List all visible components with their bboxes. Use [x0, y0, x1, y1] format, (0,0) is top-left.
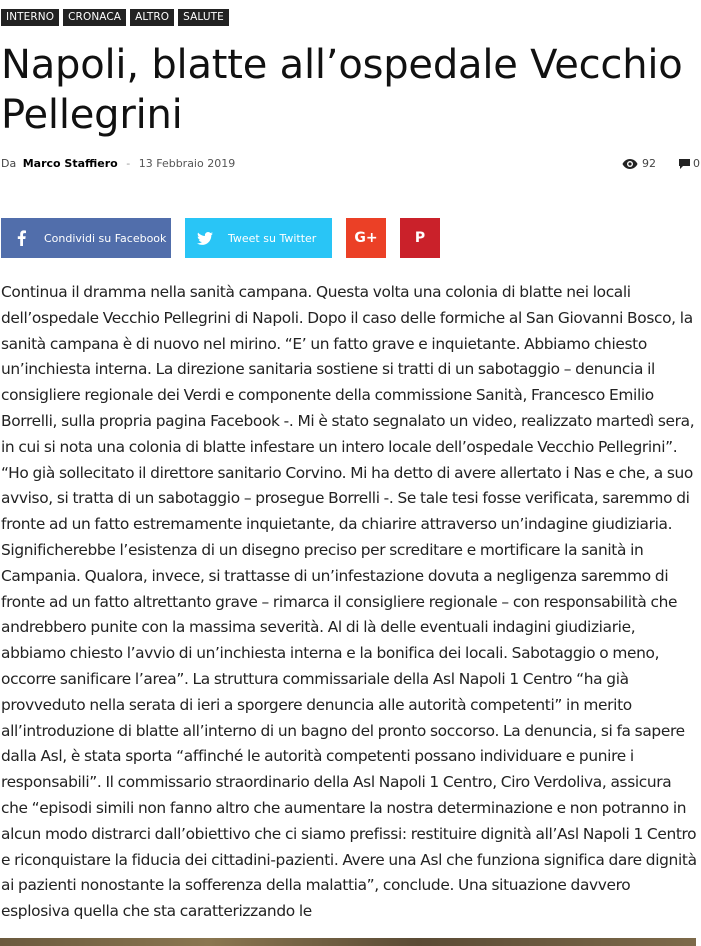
comment-icon[interactable] — [678, 158, 691, 170]
facebook-label: Condividi su Facebook — [44, 231, 167, 245]
article-body: Continua il dramma nella sanità campana. Questa volta una colonia di blatte nei locali dell’ospedale Vecchio Pellegrini di Napoli. Dopo il caso delle formiche al San Giovanni Bosco, la sanità campana è di nuovo nel mirino. “E’ un fatto grave e inquietante. Abbiamo chiesto un’inchiesta interna. La direzione sanitaria sostiene si tratti di un sabotaggio – denuncia il consigliere regionale dei Verdi e componente della commissione Sanità, Francesco Emilio Borrelli, sulla propria pagina Facebook -. Mi è stato segnalato un video, realizzato martedì sera, in cui si nota una colonia di blatte infestare un intero locale dell’ospedale Vecchio Pellegrini”. “Ho già sollecitato il direttore sanitario Corvino. Mi ha detto di avere allertato i Nas e che, a suo avviso, si tratta di un sabotaggio – prosegue Borrelli -. Se tale tesi fosse verificata, saremmo di fronte ad un fatto estremamente inquietante, da chiarire attraverso un’indagine giudiziaria. Significherebbe l’esistenza di un disegno preciso per screditare e mortificare la sanità in Campania. Qualora, invece, si trattasse di un’infestazione dovuta a negligenza saremmo di fronte ad un fatto altrettanto grave – rimarca il consigliere regionale – con responsabilità che andrebbero punite con la massima severità. Al di là delle eventuali indagini giudiziarie, abbiamo chiesto l’avvio di un’inchiesta interna e la bonifica dei locali. Sabotaggio o meno, occorre sanificare l’area”. La struttura commissariale della Asl Napoli 1 Centro “ha già provveduto nella serata di ieri a sporgere denuncia alle autorità competenti” in merito all’introduzione di blatte all’interno di un bagno del pronto soccorso. La denuncia, si fa sapere dalla Asl, è stata sporta “affinché le autorità competenti possano individuare e punire i responsabili”. Il commissario straordinario della Asl Napoli 1 Centro, Ciro Verdoliva, assicura che “episodi simili non fanno altro che aumentare la nostra determinazione e non potranno in alcun modo distrarci dall’obiettivo che ci siamo prefissi: restituire dignità all’Asl Napoli 1 Centro e riconquistare la fiducia dei cittadini-pazienti. Avere una Asl che funziona significa dare dignità ai pazienti nonostante la sofferenza della malattia”, conclude. Una situazione davvero esplosiva quella che sta caratterizzando le — [1, 283, 697, 921]
twitter-label: Tweet su Twitter — [228, 231, 317, 245]
googleplus-icon: G+ — [354, 230, 378, 246]
pinterest-icon: P — [414, 230, 426, 246]
twitter-icon — [185, 232, 225, 245]
article-stats — [622, 157, 700, 170]
eye-icon — [622, 158, 638, 170]
partial-image-strip — [0, 938, 696, 946]
share-facebook-button[interactable] — [1, 218, 171, 258]
category-tag-altro[interactable]: ALTRO — [130, 9, 174, 26]
category-tag-salute[interactable]: SALUTE — [178, 9, 229, 26]
facebook-icon — [1, 230, 41, 246]
publish-date: 13 Febbraio 2019 — [138, 157, 236, 170]
share-googleplus-button[interactable] — [346, 218, 386, 258]
by-label: Da — [1, 157, 17, 170]
article-meta — [1, 157, 235, 170]
meta-separator: - — [126, 157, 131, 170]
share-twitter-button[interactable] — [185, 218, 332, 258]
article-title: Napoli, blatte all’ospedale Vecchio Pellegrini — [1, 42, 683, 138]
share-pinterest-button[interactable] — [400, 218, 440, 258]
comments-count[interactable]: 0 — [693, 157, 700, 170]
author-link[interactable]: Marco Staffiero — [22, 157, 118, 170]
category-tags — [1, 9, 229, 26]
views-count: 92 — [642, 157, 656, 170]
share-bar — [1, 218, 440, 258]
category-tag-interno[interactable]: INTERNO — [1, 9, 59, 26]
category-tag-cronaca[interactable]: CRONACA — [63, 9, 126, 26]
